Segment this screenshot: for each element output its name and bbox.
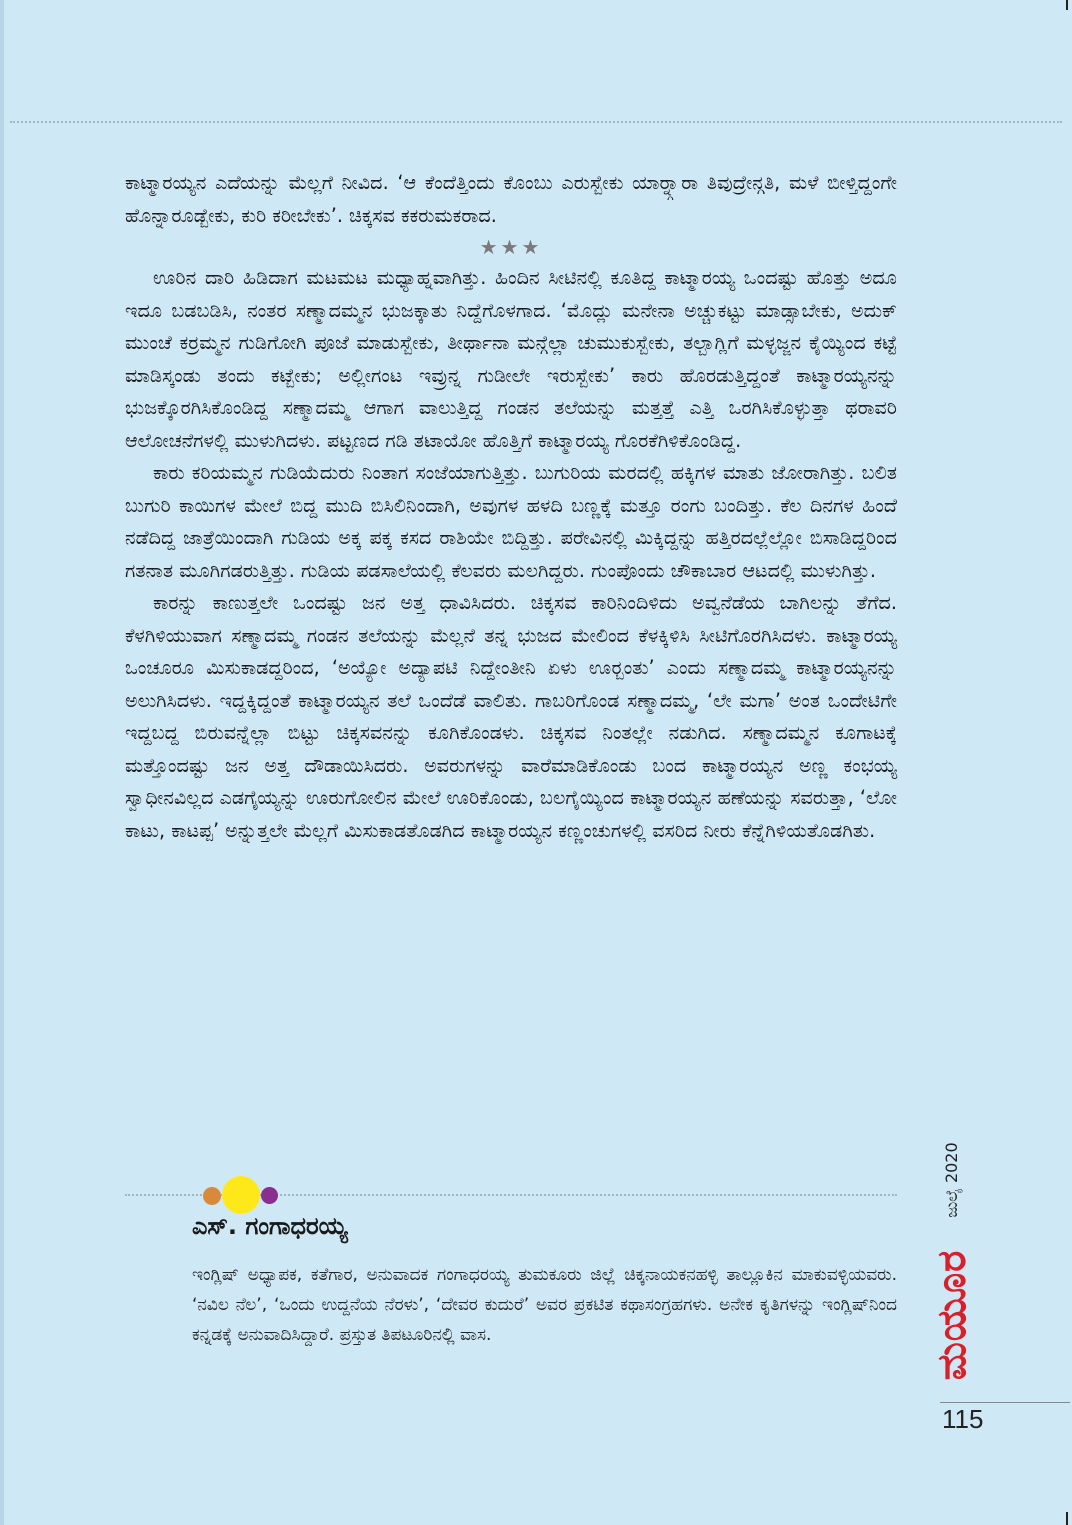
decorative-dot-purple [261,1187,278,1204]
author-name: ಎಸ್. ಗಂಗಾಧರಯ್ಯ [192,1212,348,1240]
author-bio: ಇಂಗ್ಲಿಷ್ ಅಧ್ಯಾಪಕ, ಕತೆಗಾರ, ಅನುವಾದಕ ಗಂಗಾಧರಯ್ಯ ತುಮಕೂರು ಜಿಲ್ಲೆ ಚಿಕ್ಕನಾಯಕನಹಳ್ಳಿ ತಾಲ್ಲೂಕಿನ ಮಾಕುವಳ್ಳಿಯವರು. ‘ನವಿಲ ನೆಲ’, ‘ಒಂದು ಉದ್ದನೆಯ ನೆರಳು’, ‘ದೇವರ ಕುದುರೆ’ ಅವರ ಪ್ರಕಟಿತ ಕಥಾಸಂಗ್ರಹಗಳು. ಅನೇಕ ಕೃತಿಗಳನ್ನು ಇಂಗ್ಲಿಷ್‌ನಿಂದ ಕನ್ನಡಕ್ಕೆ ಅನುವಾದಿಸಿದ್ದಾರೆ. ಪ್ರಸ್ತುತ ತಿಪಟೂರಿನಲ್ಲಿ ವಾಸ. [192,1265,897,1345]
story-paragraph: ಕಾರು ಕರಿಯಮ್ಮನ ಗುಡಿಯೆದುರು ನಿಂತಾಗ ಸಂಜೆಯಾಗುತ್ತಿತ್ತು. ಬುಗುರಿಯ ಮರದಲ್ಲಿ ಹಕ್ಕಿಗಳ ಮಾತು ಜೋರಾಗಿತ್ತು. ಬಲಿತ ಬುಗುರಿ ಕಾಯಿಗಳ ಮೇಲೆ ಬಿದ್ದ ಮುದಿ ಬಿಸಿಲಿನಿಂದಾಗಿ, ಅವುಗಳ ಹಳದಿ ಬಣ್ಣಕ್ಕೆ ಮತ್ತೂ ರಂಗು ಬಂದಿತ್ತು. ಕೆಲ ದಿನಗಳ ಹಿಂದೆ ನಡೆದಿದ್ದ ಜಾತ್ರೆಯಿಂದಾಗಿ ಗುಡಿಯ ಅಕ್ಕ ಪಕ್ಕ ಕಸದ ರಾಶಿಯೇ ಬಿದ್ದಿತ್ತು. ಪರೇವಿನಲ್ಲಿ ಮಿಕ್ಕಿದ್ದನ್ನು ಹತ್ತಿರದಲ್ಲೆಲ್ಲೋ ಬಿಸಾಡಿದ್ದರಿಂದ ಗತನಾತ ಮೂಗಿಗಡರುತ್ತಿತ್ತು. ಗುಡಿಯ ಪಡಸಾಲೆಯಲ್ಲಿ ಕೆಲವರು ಮಲಗಿದ್ದರು. ಗುಂಪೊಂದು ಚೌಕಾಬಾರ ಆಟದಲ್ಲಿ ಮುಳುಗಿತ್ತು. [125,461,897,582]
folio-rule [940,1402,1070,1403]
crop-mark-top [1066,0,1068,10]
story-body [125,167,897,847]
top-dotted-rule [10,121,1062,123]
section-separator: ★★★ [479,235,543,259]
magazine-title-text: ಮಯೂರ [929,1249,975,1381]
decorative-dot-orange [203,1187,221,1205]
decorative-dot-yellow [222,1176,260,1214]
page-edge [0,0,4,1525]
issue-date-text: ಜುಲೈ 2020 [942,1142,961,1218]
story-paragraph: ಕಾಟ್ಮಾರಯ್ಯನ ಎದೆಯನ್ನು ಮೆಲ್ಲಗೆ ನೀವಿದ. ‘ಆ ಕೆಂದೆತ್ತಿಂದು ಕೊಂಬು ಎರುಸ್ಬೇಕು ಯಾರ್‍ನ್ಗಾರಾ ತಿವುದ್ರೇನ್ಗತಿ, ಮಳೆ ಬೀಳ್ತಿದ್ದಂಗೇ ಹೊನ್ನಾರೂಡ್ಬೇಕು, ಕುರಿ ಕರೀಬೇಕು’. ಚಿಕ್ಕಸವ ಕಕರುಮಕರಾದ. [125,171,897,227]
crop-mark-bottom [1066,1512,1068,1525]
page-number: 115 [942,1404,984,1434]
story-paragraph: ಊರಿನ ದಾರಿ ಹಿಡಿದಾಗ ಮಟಮಟ ಮಧ್ಯಾಹ್ನವಾಗಿತ್ತು. ಹಿಂದಿನ ಸೀಟಿನಲ್ಲಿ ಕೂತಿದ್ದ ಕಾಟ್ಮಾರಯ್ಯ ಒಂದಷ್ಟು ಹೊತ್ತು ಅದೂ ಇದೂ ಬಡಬಡಿಸಿ, ನಂತರ ಸಣ್ಮಾದಮ್ಮನ ಭುಜಕ್ಕಾತು ನಿದ್ದೆಗೊಳಗಾದ. ‘ಮೊದ್ಲು ಮನೇನಾ ಅಚ್ಚುಕಟ್ಟು ಮಾಡ್ಸಾಬೇಕು, ಅದುಕ್ ಮುಂಚೆ ಕರ್ರಮ್ಮನ ಗುಡಿಗೋಗಿ ಪೂಜೆ ಮಾಡುಸ್ಬೇಕು, ತೀರ್ಥಾನಾ ಮನ್ಗೆಲ್ಲಾ ಚುಮುಕುಸ್ಬೇಕು, ತಲ್ಬಾಗ್ಲಿಗೆ ಮಳ್ಳಜ್ಜನ ಕೈಯ್ಯಿಂದ ಕಟ್ಟೆ ಮಾಡಿಸ್ಕಂಡು ತಂದು ಕಟ್ಬೇಕು; ಅಲ್ಲೀಗಂಟ ಇವ್ರುನ್ನ ಗುಡೀಲೇ ಇರುಸ್ಬೇಕು’ ಕಾರು ಹೊರಡುತ್ತಿದ್ದಂತೆ ಕಾಟ್ಮಾರಯ್ಯನನ್ನು ಭುಜಕ್ಕೊರಗಿಸಿಕೊಂಡಿದ್ದ ಸಣ್ಮಾದಮ್ಮ ಆಗಾಗ ವಾಲುತ್ತಿದ್ದ ಗಂಡನ ತಲೆಯನ್ನು ಮತ್ತತ್ತೆ ಎತ್ತಿ ಒರಗಿಸಿಕೊಳ್ಳುತ್ತಾ ಥರಾವರಿ ಆಲೋಚನೆಗಳಲ್ಲಿ ಮುಳುಗಿದಳು. ಪಟ್ಟಣದ ಗಡಿ ತಟಾಯೋ ಹೊತ್ತಿಗೆ ಕಾಟ್ಮಾರಯ್ಯ ಗೊರಕೆಗಿಳಿಕೊಂಡಿದ್ದ. [125,266,897,452]
issue-date [932,1120,972,1240]
story-paragraph: ಕಾರನ್ನು ಕಾಣುತ್ತಲೇ ಒಂದಷ್ಟು ಜನ ಅತ್ತ ಧಾವಿಸಿದರು. ಚಿಕ್ಕಸವ ಕಾರಿನಿಂದಿಳಿದು ಅವ್ವನೆಡೆಯ ಬಾಗಿಲನ್ನು ತೆಗೆದ. ಕೆಳಗಿಳಿಯುವಾಗ ಸಣ್ಮಾದಮ್ಮ ಗಂಡನ ತಲೆಯನ್ನು ಮೆಲ್ಲನೆ ತನ್ನ ಭುಜದ ಮೇಲಿಂದ ಕೆಳಕ್ಕಿಳಿಸಿ ಸೀಟಿಗೊರಗಿಸಿದಳು. ಕಾಟ್ಮಾರಯ್ಯ ಒಂಚೂರೂ ಮಿಸುಕಾಡದ್ದರಿಂದ, ‘ಅಯ್ಯೋ ಅದ್ಯಾಪಟಿ ನಿದ್ದೇಂತೀನಿ ಏಳು ಊರ್‍ಬಂತು’ ಎಂದು ಸಣ್ಮಾದಮ್ಮ ಕಾಟ್ಮಾರಯ್ಯನನ್ನು ಅಲುಗಿಸಿದಳು. ಇದ್ದಕ್ಕಿದ್ದಂತೆ ಕಾಟ್ಮಾರಯ್ಯನ ತಲೆ ಒಂದೆಡೆ ವಾಲಿತು. ಗಾಬರಿಗೊಂಡ ಸಣ್ಮಾದಮ್ಮ, ‘ಲೇ ಮಗಾ’ ಅಂತ ಒಂದೇಟಿಗೇ ಇದ್ದಬದ್ದ ಬಿರುವನ್ನೆಲ್ಲಾ ಬಿಟ್ಟು ಚಿಕ್ಕಸವನನ್ನು ಕೂಗಿಕೊಂಡಳು. ಚಿಕ್ಕಸವ ನಿಂತಲ್ಲೇ ನಡುಗಿದ. ಸಣ್ಮಾದಮ್ಮನ ಕೂಗಾಟಕ್ಕೆ ಮತ್ತೊಂದಷ್ಟು ಜನ ಅತ್ತ ದೌಡಾಯಿಸಿದರು. ಅವರುಗಳನ್ನು ವಾರೆಮಾಡಿಕೊಂಡು ಬಂದ ಕಾಟ್ಮಾರಯ್ಯನ ಅಣ್ಣ ಕಂಭಯ್ಯ ಸ್ವಾಧೀನವಿಲ್ಲದ ಎಡಗೈಯ್ಯನ್ನು ಊರುಗೋಲಿನ ಮೇಲೆ ಊರಿಕೊಂಡು, ಬಲಗೈಯ್ಯಿಂದ ಕಾಟ್ಮಾರಯ್ಯನ ಹಣೆಯನ್ನು ಸವರುತ್ತಾ, ‘ಲೋ ಕಾಟು, ಕಾಟಪ್ಪ’ ಅನ್ನುತ್ತಲೇ ಮೆಲ್ಲಗೆ ಮಿಸುಕಾಡತೊಡಗಿದ ಕಾಟ್ಮಾರಯ್ಯನ ಕಣ್ಣಂಚುಗಳಲ್ಲಿ ವಸರಿದ ನೀರು ಕೆನ್ನೆಗಿಳಿಯತೊಡಗಿತು. [125,591,897,842]
magazine-title [928,1240,976,1390]
